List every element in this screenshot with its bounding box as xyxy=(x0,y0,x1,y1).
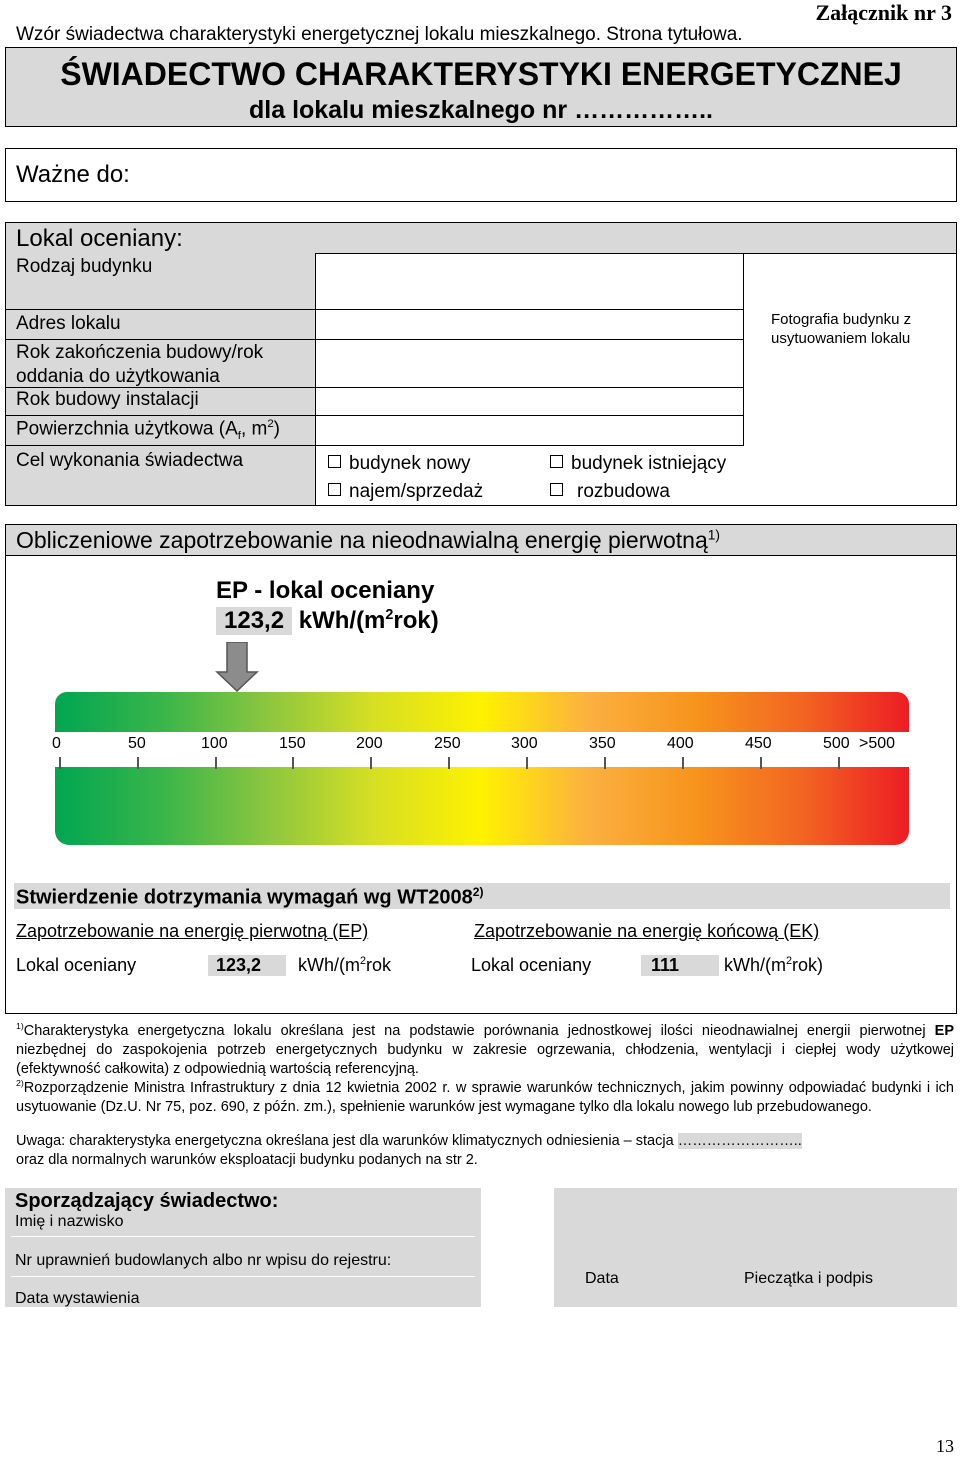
checkbox-icon xyxy=(328,483,341,496)
ek-row-value: 111 xyxy=(641,955,719,976)
scale-label-450: 450 xyxy=(745,735,772,752)
row-address xyxy=(6,309,744,340)
document-title: ŚWIADECTWO CHARAKTERYSTYKI ENERGETYCZNEJ xyxy=(60,56,902,92)
scale-tick xyxy=(604,757,606,769)
option-extension[interactable]: rozbudowa xyxy=(550,481,670,503)
purpose-label: Cel wykonania świadectwa xyxy=(16,450,244,471)
building-type-label: Rodzaj budynku xyxy=(16,256,153,277)
completion-year-label-2: oddania do użytkowania xyxy=(16,366,220,387)
row-completion-year xyxy=(6,339,744,388)
checkbox-icon xyxy=(550,483,563,496)
signature-box xyxy=(554,1188,957,1307)
scale-label-150: 150 xyxy=(279,735,306,752)
divider xyxy=(11,1276,475,1277)
ek-row: Lokal oceniany 111 kWh/$(m^2rok)$ xyxy=(471,955,824,975)
energy-scale-axis xyxy=(6,735,956,769)
energy-heading: Obliczeniowe zapotrzebowanie na nieodnawialną energię pierwotną$^{1)}$ xyxy=(16,527,721,553)
issuer-license-label: Nr uprawnień budowlanych albo nr wpisu do rejestru: xyxy=(15,1252,392,1269)
scale-label-50: 50 xyxy=(128,735,146,752)
climate-remark: Uwaga: charakterystyka energetyczna określana jest dla warunków klimatycznych odniesienia – stacja …………………….. oraz dla normalnych warunków eksploatacji budynku podanych na str 2. xyxy=(16,1133,802,1168)
ep-label: EP - lokal oceniany xyxy=(216,577,435,604)
signature-date-label: Data xyxy=(585,1270,619,1287)
title-box xyxy=(5,47,957,127)
energy-section xyxy=(5,524,957,1014)
scale-tick xyxy=(292,757,294,769)
ep-row: Lokal oceniany 123,2 kWh/($m^2rok$ xyxy=(16,955,392,975)
footnote-1: $^{1)}$Charakterystyka energetyczna lokalu określana jest na podstawie porównania jednostkowej ilości nieodnawialnej energii pierwotnej EP niezbędnej do zaspokojenia potrzeb energetycznych budynku w zakresie ogrzewania, chłodzenia, wentylacji i ciepłej wody użytkowej (efektywność całkowita) z odpowiednią wartością referencyjną. xyxy=(16,1021,954,1077)
document-title-2: dla lokalu mieszkalnego nr …………….. xyxy=(249,96,713,124)
row-building-type xyxy=(6,253,744,310)
ep-value-line: 123,2 kWh/$(m^2rok)$ xyxy=(216,607,439,635)
scale-tick xyxy=(448,757,450,769)
option-new-building[interactable]: budynek nowy xyxy=(328,453,470,475)
option-existing-building[interactable]: budynek istniejący xyxy=(550,453,726,475)
footnote-2: $^{2)}$Rozporządzenie Ministra Infrastruktury z dnia 12 kwietnia 2002 r. w sprawie warunków technicznych, jakim powinny odpowiadać budynki i ich usytuowanie (Dz.U. Nr 75, poz. 690, z późn. zm.), spełnienie warunków jest wymagane tylko dla lokalu nowego lub przebudowanego. xyxy=(16,1078,954,1115)
ep-row-value: 123,2 xyxy=(208,955,286,976)
energy-scale-bar-bottom xyxy=(55,767,909,845)
scale-label-500: 500 xyxy=(823,735,850,752)
compliance-heading-bar xyxy=(14,883,950,909)
address-label: Adres lokalu xyxy=(16,313,121,334)
row-installation-year xyxy=(6,387,744,416)
scale-tick xyxy=(215,757,217,769)
page-number: 13 xyxy=(936,1436,954,1456)
scale-label-100: 100 xyxy=(201,735,228,752)
property-section xyxy=(5,222,957,506)
photo-placeholder: Fotografia budynku z usytuowaniem lokalu xyxy=(771,311,912,347)
issuer-box xyxy=(5,1188,481,1307)
valid-until-label: Ważne do: xyxy=(16,161,130,188)
completion-year-label-1: Rok zakończenia budowy/rok xyxy=(16,342,264,363)
property-heading-bar xyxy=(6,223,956,254)
scale-tick xyxy=(760,757,762,769)
scale-label-250: 250 xyxy=(434,735,461,752)
scale-label-350: 350 xyxy=(589,735,616,752)
scale-tick xyxy=(137,757,139,769)
checkbox-icon xyxy=(328,455,341,468)
scale-tick xyxy=(370,757,372,769)
issuer-heading: Sporządzający świadectwo: xyxy=(15,1190,279,1212)
scale-label-400: 400 xyxy=(667,735,694,752)
scale-tick xyxy=(682,757,684,769)
scale-label-over-500: >500 xyxy=(859,735,896,752)
row-area xyxy=(6,415,744,446)
area-label: Powierzchnia użytkowa ($A_f$, $m^2$) xyxy=(16,418,280,443)
issuer-name-label: Imię i nazwisko xyxy=(15,1213,124,1230)
signature-stamp-label: Pieczątka i podpis xyxy=(744,1270,873,1287)
scale-tick xyxy=(526,757,528,769)
compliance-heading: Stwierdzenie dotrzymania wymagań wg WT2008$^{2)}$ xyxy=(16,885,484,909)
scale-label-300: 300 xyxy=(511,735,538,752)
option-rent-sale[interactable]: najem/sprzedaż xyxy=(328,481,483,503)
checkbox-icon xyxy=(550,455,563,468)
document-subtitle: Wzór świadectwa charakterystyki energetycznej lokalu mieszkalnego. Strona tytułowa. xyxy=(16,24,743,45)
ep-value: 123,2 xyxy=(216,607,292,635)
divider xyxy=(11,1236,475,1237)
scale-tick xyxy=(59,757,61,769)
energy-heading-bar xyxy=(6,525,956,556)
scale-label-0: 0 xyxy=(52,735,61,752)
annex-label: Załącznik nr 3 xyxy=(815,0,952,25)
installation-year-label: Rok budowy instalacji xyxy=(16,389,199,410)
ek-header: Zapotrzebowanie na energię końcową (EK) xyxy=(474,921,820,941)
ep-pointer-arrow xyxy=(215,642,259,692)
property-heading: Lokal oceniany: xyxy=(16,225,183,252)
issuer-date-label: Data wystawienia xyxy=(15,1290,140,1307)
energy-scale-bar-top xyxy=(55,692,909,732)
ep-header: Zapotrzebowanie na energię pierwotną (EP) xyxy=(16,921,369,941)
scale-label-200: 200 xyxy=(356,735,383,752)
scale-tick xyxy=(838,757,840,769)
valid-until-box xyxy=(5,148,957,202)
